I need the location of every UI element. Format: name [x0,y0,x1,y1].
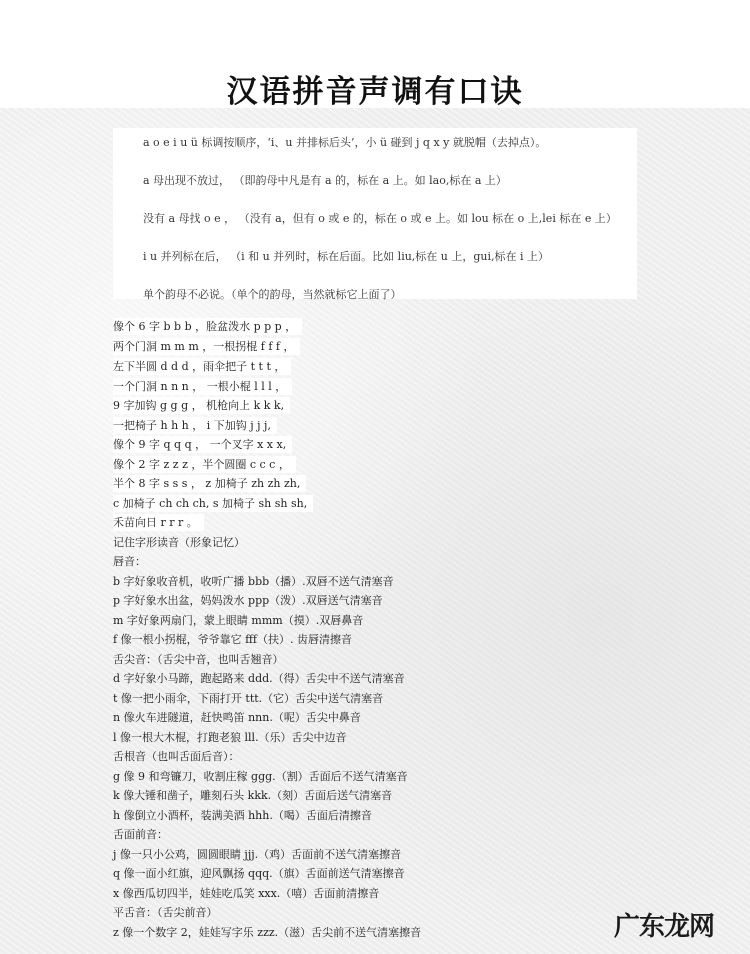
tone-rules-card [113,128,637,299]
card-line: 没有 a 母找 o e ， （没有 a，但有 o 或 e 的，标在 o 或 e 上。如 lou 标在 o 上,lei 标在 e 上） [143,212,617,225]
notes-line: 平舌音：（舌尖前音） [113,906,218,919]
verse-line: 9 字加钩 g g g ， 机枪向上 k k k, [113,397,290,414]
card-line: 单个韵母不必说。（单个的韵母，当然就标它上面了） [143,288,402,301]
verse-line: 两个门洞 m m m ，一根拐棍 f f f ， [113,338,300,355]
notes-line: t 像一把小雨伞，下雨打开 ttt.（它）舌尖中送气清塞音 [113,692,384,705]
notes-line: z 像一个数字 2，娃娃写字乐 zzz.（滋）舌尖前不送气清塞擦音 [113,926,422,939]
verse-line: 一个门洞 n n n ， 一根小棍 l l l ， [113,378,292,395]
notes-line: q 像一面小红旗，迎风飘扬 qqq.（旗）舌面前送气清塞擦音 [113,867,405,880]
notes-line: 舌面前音： [113,828,168,841]
verse-line: c 加椅子 ch ch ch, s 加椅子 sh sh sh, [113,495,313,512]
notes-line: b 字好象收音机，收听广播 bbb（播）.双唇不送气清塞音 [113,575,394,588]
verse-line: 像个 9 字 q q q ， 一个叉字 x x x, [113,436,292,453]
site-watermark: 广东龙网 [614,912,715,942]
notes-line: k 像大锤和凿子，雕刻石头 kkk.（刻）舌面后送气清塞音 [113,789,393,802]
notes-line: d 字好象小马蹄，跑起路来 ddd.（得）舌尖中不送气清塞音 [113,672,405,685]
notes-line: 舌尖音：（舌尖中音，也叫舌翘音） [113,653,284,666]
page-title: 汉语拼音声调有口诀 [226,74,524,110]
notes-line: 舌根音（也叫舌面后音）： [113,750,240,763]
verse-line: 一把椅子 h h h ， i 下加钩 j j j, [113,417,277,434]
verse-line: 半个 8 字 s s s ， z 加椅子 zh zh zh, [113,475,306,492]
notes-line: g 像 9 和弯镰刀，收割庄稼 ggg.（割）舌面后不送气清塞音 [113,770,408,783]
verse-line: 左下半圆 d d d ，雨伞把子 t t t ， [113,358,291,375]
verse-line: 像个 6 字 b b b ，脸盆泼水 p p p ， [113,318,302,335]
notes-line: j 像一只小公鸡，圆圆眼睛 jjj.（鸡）舌面前不送气清塞擦音 [113,848,402,861]
notes-line: n 像火车进隧道，赶快鸣笛 nnn.（呢）舌尖中鼻音 [113,711,361,724]
verse-line: 禾苗向日 r r r 。 [113,514,204,531]
card-line: a o e i u ü 标调按顺序，‘i、u 并排标后头’，小 ü 碰到 j q x y 就脱帽（去掉点）。 [143,136,547,149]
card-line: a 母出现不放过， （即韵母中凡是有 a 的，标在 a 上。如 lao,标在 a 上） [143,174,507,187]
notes-line: p 字好象水出盆，妈妈泼水 ppp（泼）.双唇送气清塞音 [113,594,383,607]
notes-line: x 像西瓜切四半，娃娃吃瓜笑 xxx.（嘻）舌面前清擦音 [113,887,380,900]
verse-line: 像个 2 字 z z z ，半个圆圈 c c c ， [113,456,296,473]
notes-line: m 字好象两扇门，蒙上眼睛 mmm（摸）.双唇鼻音 [113,614,364,627]
card-line: i u 并列标在后， （i 和 u 并列时，标在后面。比如 liu,标在 u 上，gui,标在 i 上） [143,250,550,263]
notes-line: l 像一根大木棍，打跑老狼 lll.（乐）舌尖中边音 [113,731,347,744]
notes-line: f 像一根小拐棍，爷爷靠它 fff（扶）. 齿唇清擦音 [113,633,352,646]
notes-line: 记住字形读音（形象记忆） [113,536,245,549]
notes-line: h 像倒立小酒杯，装满美酒 hhh.（喝）舌面后清擦音 [113,809,372,822]
notes-line: 唇音： [113,555,146,568]
